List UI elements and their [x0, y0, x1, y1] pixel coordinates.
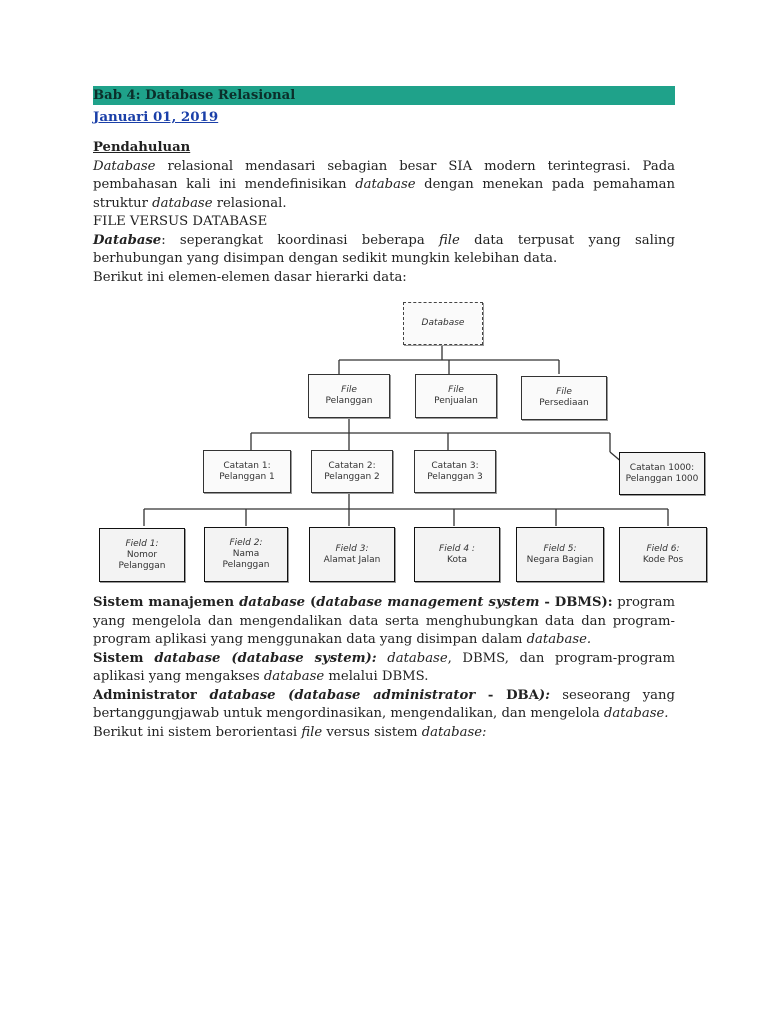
node-field-2: Field 2: Nama Pelanggan	[204, 527, 288, 582]
database-system-definition: Sistem database (database system): database, DBMS, dan program-program aplikasi yang mengakses database melalui DBMS.	[93, 650, 675, 684]
node-field-4: Field 4 : Kota	[414, 527, 500, 582]
data-hierarchy-diagram	[93, 300, 713, 590]
database-definition: Database: seperangkat koordinasi beberapa file data terpusat yang saling berhubungan yang disimpan dengan sedikit mungkin kelebihan data.	[93, 232, 675, 266]
date-link[interactable]: Januari 01, 2019	[93, 109, 219, 125]
node-record-1: Catatan 1: Pelanggan 1	[203, 450, 291, 493]
dba-definition: Administrator database (database administrator - DBA): seseorang yang bertanggungjawab untuk mengordinasikan, mengendalikan, dan mengelola database.	[93, 687, 675, 721]
section-file-vs-database: FILE VERSUS DATABASE	[93, 214, 268, 229]
node-record-2: Catatan 2: Pelanggan 2	[311, 450, 393, 493]
document-top	[93, 86, 675, 287]
document-bottom	[93, 594, 675, 742]
chapter-title: Bab 4: Database Relasional	[93, 86, 675, 105]
comparison-intro: Berikut ini sistem berorientasi file versus sistem database:	[93, 724, 487, 740]
node-field-5: Field 5: Negara Bagian	[516, 527, 604, 582]
node-record-3: Catatan 3: Pelanggan 3	[414, 450, 496, 493]
node-field-6: Field 6: Kode Pos	[619, 527, 707, 582]
node-file-persediaan: File Persediaan	[521, 376, 607, 420]
node-field-3: Field 3: Alamat Jalan	[309, 527, 395, 582]
node-database: Database	[403, 302, 483, 345]
node-field-1: Field 1: Nomor Pelanggan	[99, 528, 185, 582]
node-file-pelanggan: File Pelanggan	[308, 374, 390, 418]
hierarchy-intro: Berikut ini elemen-elemen dasar hierarki data:	[93, 269, 407, 285]
dbms-definition: Sistem manajemen database (database management system - DBMS): program yang mengelola dan mengendalikan data serta menghubungkan data dan program-program aplikasi yang menggunakan data yang disimpan dalam database.	[93, 595, 675, 647]
section-heading-pendahuluan: Pendahuluan	[93, 140, 191, 155]
node-record-1000: Catatan 1000: Pelanggan 1000	[619, 452, 705, 495]
node-file-penjualan: File Penjualan	[415, 374, 497, 418]
intro-paragraph: Database relasional mendasari sebagian besar SIA modern terintegrasi. Pada pembahasan kali ini mendefinisikan database dengan menekan pada pemahaman struktur database relasional.	[93, 158, 675, 211]
